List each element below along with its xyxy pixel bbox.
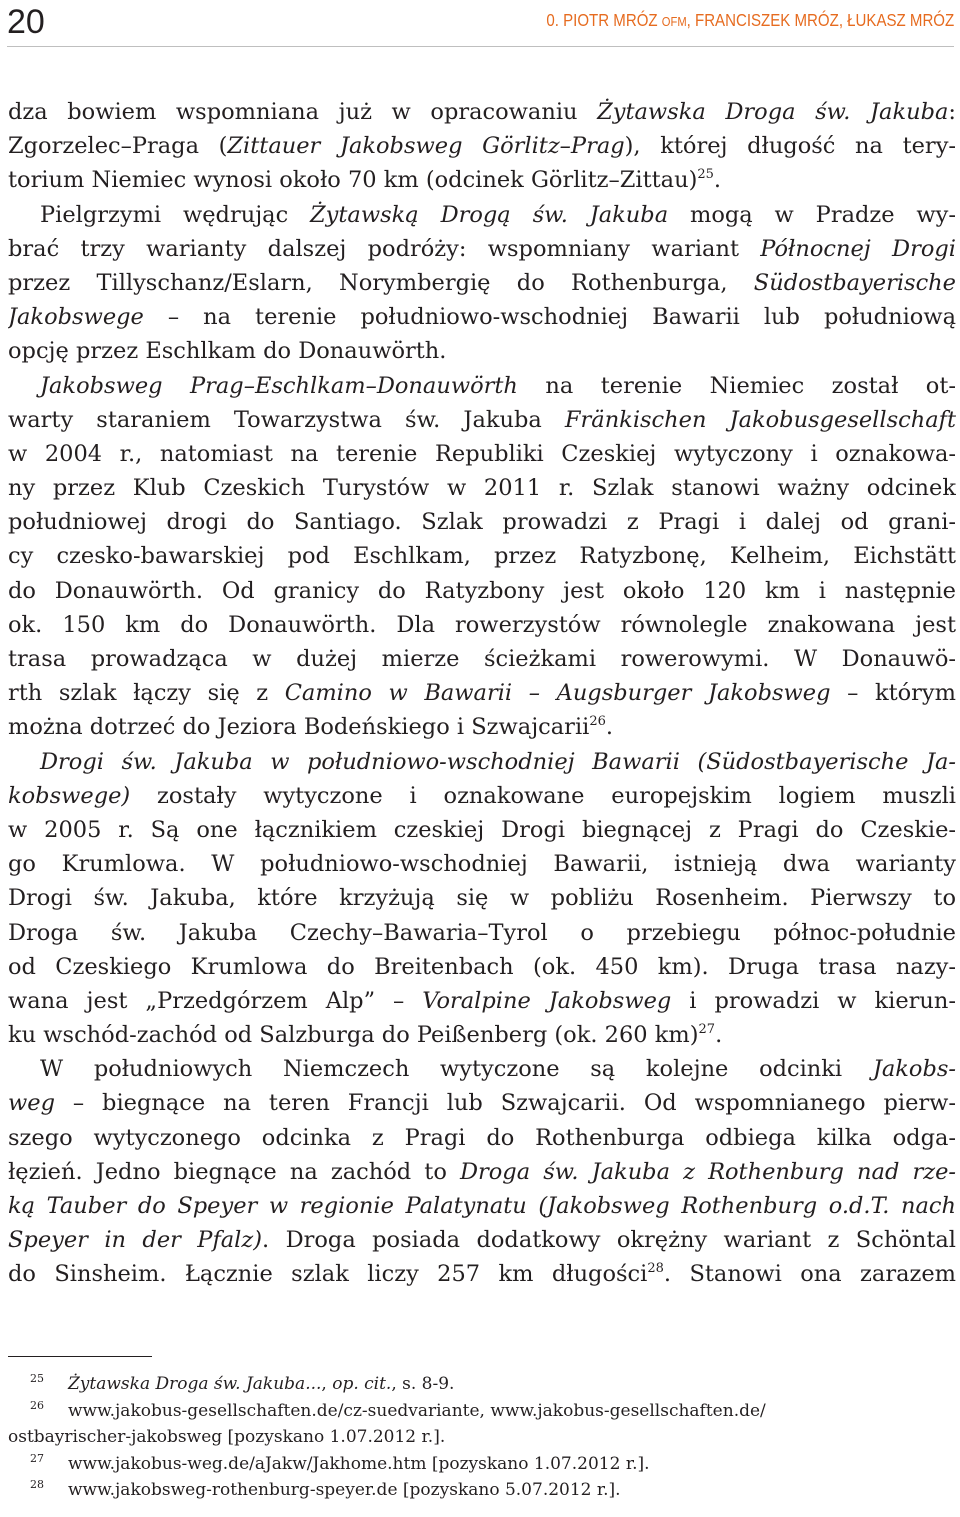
text-line bbox=[8, 847, 956, 881]
body-text bbox=[8, 95, 960, 1292]
italic-title: Speyer in der Pfalz) bbox=[8, 1227, 263, 1254]
text-line bbox=[8, 1223, 956, 1257]
footnote-26-cont bbox=[8, 1424, 956, 1451]
text-line bbox=[8, 1086, 956, 1120]
italic-title: kobswege) bbox=[8, 782, 131, 809]
page-number: 20 bbox=[7, 3, 45, 41]
text: przez Tillyschanz/Eslarn, Norymbergię do Rothenburga, bbox=[8, 269, 754, 296]
text-line bbox=[8, 334, 960, 368]
text-line bbox=[8, 1257, 956, 1291]
italic-title: Voralpine Jakobsweg bbox=[422, 987, 672, 1014]
text: Drogi św. Jakuba, które krzyżują się w pobliżu Rosenheim. Pierwszy to bbox=[8, 885, 956, 912]
text-line bbox=[8, 710, 960, 744]
italic-title: Żytawską Drogą św. Jakuba bbox=[310, 201, 669, 228]
text: . bbox=[715, 1022, 723, 1049]
text-line bbox=[8, 950, 956, 984]
text: południowej drogi do Santiago. Szlak prowadzi z Pragi i dalej od grani- bbox=[8, 509, 956, 536]
text: : bbox=[948, 99, 956, 125]
text: go Krumlowa. W południowo-wschodniej Bawarii, istnieją dwa warianty bbox=[8, 851, 956, 878]
text: trasa prowadząca w dużej mierze ścieżkami rowerowymi. W Donauwö- bbox=[8, 646, 956, 672]
text-line bbox=[8, 608, 956, 642]
text: Zgorzelec–Praga ( bbox=[8, 133, 228, 160]
text: można dotrzeć do Jeziora Bodeńskiego i Szwajcarii bbox=[8, 714, 590, 741]
text: mogą w Pradze wy- bbox=[668, 201, 956, 228]
italic-title: ką Tauber do Speyer w regionie Palatynatu (Jakobsweg Rothenburg o.d.T. nach bbox=[8, 1193, 956, 1219]
text: rth szlak łączy się z bbox=[8, 680, 285, 707]
italic-title: Jakobswege bbox=[8, 304, 144, 331]
italic-title: weg bbox=[8, 1090, 55, 1117]
text-line bbox=[8, 505, 956, 539]
italic-title: Żytawska Droga św. Jakuba... bbox=[68, 1374, 322, 1394]
header-rule bbox=[7, 46, 954, 47]
text: ok. 150 km do Donauwörth. Dla rowerzystów równolegle znakowana jest bbox=[8, 611, 956, 638]
text-line bbox=[8, 266, 956, 300]
text: ku wschód-zachód od Salzburga do Peißenberg (ok. 260 km) bbox=[8, 1022, 699, 1049]
footnote-link[interactable]: ostbayrischer-jakobsweg [pozyskano 1.07.2012 r.]. bbox=[8, 1427, 446, 1447]
text: Pielgrzymi wędrując bbox=[40, 201, 311, 228]
running-head-part: , FRANCISZEK MRÓZ, ŁUKASZ MRÓZ bbox=[686, 10, 954, 30]
running-head-ofm: OFM bbox=[661, 14, 687, 29]
footnote-28: 28 www.jakobsweg-rothenburg-speyer.de [pozyskano 5.07.2012 r.]. bbox=[30, 1478, 621, 1500]
footnote-link[interactable]: www.jakobus-gesellschaften.de/cz-suedvariante, www.jakobus-gesellschaften.de/ bbox=[68, 1400, 766, 1421]
text: torium Niemiec wynosi około 70 km (odcinek Görlitz–Zittau) bbox=[8, 167, 698, 194]
italic-title: Jakobsweg Prag–Eschlkam–Donauwörth bbox=[40, 372, 518, 399]
text-line bbox=[8, 471, 956, 505]
text-line bbox=[8, 1155, 956, 1189]
text: . bbox=[605, 714, 614, 741]
text-line bbox=[8, 1052, 956, 1086]
text-line bbox=[8, 984, 956, 1018]
footnote-ref: 27 bbox=[698, 1022, 716, 1038]
text: i prowadzi w kierun- bbox=[671, 987, 956, 1014]
italic-title: Droga św. Jakuba z Rothenburg nad rze- bbox=[459, 1158, 956, 1185]
text: do Sinsheim. Łącznie szlak liczy 257 km długości bbox=[8, 1261, 648, 1288]
text: . bbox=[713, 167, 722, 194]
text: zostały wytyczone i oznakowane europejskim logiem muszli bbox=[130, 782, 956, 809]
italic-title: Fränkischen Jakobusgesellschaft bbox=[564, 406, 956, 433]
footnote-ref: 25 bbox=[697, 167, 714, 183]
italic-title: Drogi św. Jakuba w południowo-wschodniej Bawarii (Südostbayerische Ja- bbox=[40, 748, 956, 775]
text-line bbox=[8, 198, 956, 232]
footnote-27: 27 www.jakobus-weg.de/aJakw/Jakhome.htm [pozyskano 1.07.2012 r.]. bbox=[30, 1451, 650, 1474]
footnote-link[interactable]: www.jakobus-weg.de/aJakw/Jakhome.htm [pozyskano 1.07.2012 r.]. bbox=[68, 1453, 650, 1474]
text-line bbox=[8, 1121, 956, 1155]
text: szego wytyczonego odcinka z Pragi do Rothenburga odbiega kilka odga- bbox=[8, 1124, 956, 1151]
text: brać trzy warianty dalszej podróży: wspomniany wariant bbox=[8, 235, 761, 262]
text: ny przez Klub Czeskich Turystów w 2011 r. Szlak stanowi ważny odcinek bbox=[8, 475, 956, 502]
text-line bbox=[8, 163, 960, 197]
running-head-part: 0. PIOTR MRÓZ bbox=[546, 10, 662, 30]
text-line bbox=[8, 676, 956, 710]
text: w 2005 r. Są one łącznikiem czeskiej Drogi biegnącej z Pragi do Czeskie- bbox=[8, 816, 956, 843]
text: – biegnące na teren Francji lub Szwajcarii. Od wspomnianego pierw- bbox=[54, 1090, 956, 1117]
text: W południowych Niemczech wytyczone są kolejne odcinki bbox=[40, 1056, 873, 1083]
footnote-ref: 28 bbox=[647, 1261, 664, 1277]
text-line bbox=[8, 779, 956, 813]
text-line bbox=[8, 916, 956, 950]
italic-title: Żytawska Droga św. Jakuba bbox=[597, 99, 949, 125]
text-line bbox=[8, 1189, 956, 1223]
italic-title: Jakobs- bbox=[872, 1056, 956, 1083]
text-line bbox=[8, 232, 956, 266]
footnotes bbox=[8, 1371, 956, 1504]
text: Droga św. Jakuba Czechy–Bawaria–Tyrol o przebiegu północ-południe bbox=[8, 919, 956, 946]
text: – którym bbox=[830, 680, 956, 707]
text-line bbox=[8, 300, 956, 334]
text: , s. 8-9. bbox=[391, 1374, 455, 1394]
text: w 2004 r., natomiast na terenie Republiki Czeskiej wytyczony i oznakowa- bbox=[8, 440, 956, 467]
text: , bbox=[321, 1374, 333, 1394]
text: cy czesko-bawarskiej pod Eschlkam, przez Ratyzbonę, Kelheim, Eichstätt bbox=[8, 543, 956, 570]
text: od Czeskiego Krumlowa do Breitenbach (ok. 450 km). Druga trasa nazy- bbox=[8, 953, 956, 980]
footnote-ref: 26 bbox=[589, 714, 606, 730]
text: ), której długość na tery- bbox=[624, 133, 956, 160]
text-line bbox=[8, 369, 956, 403]
text: łęzień. Jedno biegnące na zachód to bbox=[8, 1158, 460, 1185]
text-line bbox=[8, 129, 956, 163]
text: opcję przez Eschlkam do Donauwörth. bbox=[8, 338, 447, 365]
text-line bbox=[8, 642, 956, 676]
text-line bbox=[8, 813, 956, 847]
italic-title: Północnej Drogi bbox=[760, 235, 956, 262]
footnote-25: 25 Żytawska Droga św. Jakuba..., op. cit., s. 8-9. bbox=[30, 1372, 455, 1394]
footnote-link[interactable]: www.jakobsweg-rothenburg-speyer.de [pozyskano 5.07.2012 r.]. bbox=[68, 1480, 621, 1500]
italic-title: Südostbayerische bbox=[753, 269, 956, 296]
text: na terenie Niemiec został ot- bbox=[517, 372, 956, 399]
italic-title: op. cit. bbox=[332, 1374, 392, 1394]
text-line bbox=[8, 95, 956, 129]
footnote-26: 26 www.jakobus-gesellschaften.de/cz-suedvariante, www.jakobus-gesellschaften.de/ bbox=[30, 1398, 766, 1421]
italic-title: Camino w Bawarii – Augsburger Jakobsweg bbox=[284, 680, 831, 707]
footnote-separator bbox=[8, 1356, 152, 1357]
text: dza bowiem wspomniana już w opracowaniu bbox=[8, 99, 598, 125]
text: wana jest „Przedgórzem Alp” – bbox=[8, 987, 423, 1014]
running-head bbox=[546, 9, 954, 33]
text: . Stanowi ona zarazem bbox=[663, 1261, 956, 1288]
text-line bbox=[8, 574, 956, 608]
text-line bbox=[8, 1018, 960, 1052]
text: warty staraniem Towarzystwa św. Jakuba bbox=[8, 406, 565, 433]
text-line bbox=[8, 539, 956, 573]
text-line bbox=[8, 437, 956, 471]
text-line bbox=[8, 745, 956, 779]
page-header bbox=[7, 0, 954, 48]
text-line bbox=[8, 881, 956, 915]
italic-title: Zittauer Jakobsweg Görlitz–Prag bbox=[227, 133, 625, 160]
text: – na terenie południowo-wschodniej Bawarii lub południową bbox=[143, 304, 956, 331]
text: do Donauwörth. Od granicy do Ratyzbony jest około 120 km i następnie bbox=[8, 577, 956, 604]
text-line bbox=[8, 403, 956, 437]
text: . Droga posiada dodatkowy okrężny wariant z Schöntal bbox=[262, 1227, 956, 1254]
